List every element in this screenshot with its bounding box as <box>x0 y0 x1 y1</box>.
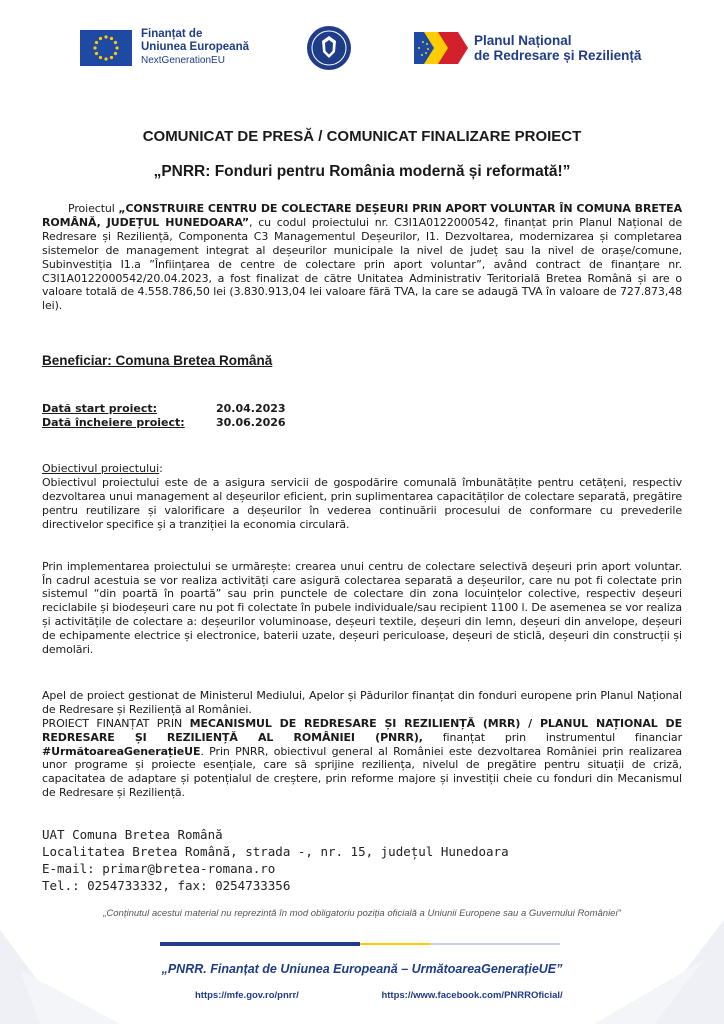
project-dates <box>42 402 682 430</box>
eu-logo-line1: Finanțat de <box>141 28 203 40</box>
contact-phone: Tel.: 0254733332, fax: 0254733356 <box>42 878 291 894</box>
footer-color-bar <box>160 940 560 947</box>
footer-disclaimer: „Conținutul acestui material nu reprezintă în mod obligatoriu poziția oficială a Uniunii Europene sau a Guvernului României” <box>103 908 621 919</box>
beneficiary-heading: Beneficiar: Comuna Bretea Română <box>42 353 273 369</box>
pnrr-logo-line1: Planul Național <box>474 33 572 48</box>
eu-flag-icon <box>80 30 132 66</box>
facebook-link[interactable]: https://www.facebook.com/PNRROficial/ <box>381 990 563 1001</box>
funding-prefix: PROIECT FINANȚAT PRIN <box>42 716 190 730</box>
end-date-label: Dată încheiere proiect: <box>42 416 185 430</box>
eu-logo-line3: NextGenerationEU <box>141 55 225 66</box>
call-paragraph: Apel de proiect gestionat de Ministerul Mediului, Apelor și Pădurilor finanțat din fonduri europene prin Planul Național de Redresare și Reziliență al României. <box>42 688 682 716</box>
project-name: „CONSTRUIRE CENTRU DE COLECTARE DEȘEURI PRIN APORT VOLUNTAR ÎN COMUNA BRETEA ROMÂNĂ, JUDEȚUL HUNEDOARA” <box>42 202 682 229</box>
objective-colon: : <box>159 462 163 476</box>
romanian-government-seal-icon <box>306 25 352 71</box>
funding-paragraph <box>42 717 682 800</box>
page-footer <box>0 900 724 1024</box>
intro-prefix: Proiectul <box>68 202 119 215</box>
objective-paragraph: Obiectivul proiectului este de a asigura servicii de gospodărire comunală îmbunătățite pentru cetățeni, respectiv dezvoltarea unui management al deșeurilor eficient, prin suplimentarea capacităților de colectare separată, pregătire pentru reutilizare și valorificare a deșeurilor în vederea continuării procesului de conformare cu prevederile directivelor specifice și a tranziției la economia circulară. <box>42 475 682 531</box>
contact-email[interactable]: E-mail: primar@bretea-romana.ro <box>42 861 276 877</box>
document-body <box>42 128 682 894</box>
pnrr-website-link[interactable]: https://mfe.gov.ro/pnrr/ <box>195 990 299 1001</box>
contact-address: Localitatea Bretea Română, strada -, nr. 15, județul Hunedoara <box>42 844 509 860</box>
pnrr-logo-line2: de Redresare și Reziliență <box>474 48 642 63</box>
funding-hashtag: #UrmătoareaGenerațieUE <box>42 744 201 758</box>
pnrr-flag-icon <box>414 32 470 64</box>
end-date-value: 30.06.2026 <box>216 416 286 430</box>
objective-title: Obiectivul proiectului <box>42 462 160 476</box>
eu-funding-logo <box>80 28 249 67</box>
contact-org: UAT Comuna Bretea Română <box>42 827 223 843</box>
intro-rest: , cu codul proiectului nr. C3I1A0122000542, finanțat prin Planul Național de Redresare și Reziliență, Componenta C3 Managementul Deșeurilor, I1. Dezvoltarea, modernizarea și completarea sistemelor de management integrat al deșeurilor municipale la nivel de județ sau la nivel de orașe/comune, Subinvestiția I1.a ”Înființarea de centre de colectare prin aport voluntar”, având contract de finanțare nr. C3I1A0122000542/20.04.2023, a fost finalizat de către Unitatea Administrativ Teritorială Bretea Română și are o valoare totală de 4.558.786,50 lei (3.830.913,04 lei valoare fără TVA, la care se adaugă TVA în valoare de 727.873,48 lei). <box>42 215 682 313</box>
page-header <box>0 22 724 82</box>
eu-logo-line2: Uniunea Europeană <box>141 41 249 53</box>
contact-block <box>42 826 682 894</box>
funding-mechanism: MECANISMUL DE REDRESARE ȘI REZILIENȚĂ (MRR) / PLANUL NAȚIONAL DE REDRESARE ȘI REZILIENȚĂ AL ROMÂNIEI (PNRR), <box>42 716 683 744</box>
pnrr-logo <box>414 32 641 64</box>
objective-heading <box>42 462 682 476</box>
funding-rest: . Prin PNRR, obiectivul general al României este dezvoltarea României prin realizarea unor programe și proiecte esențiale, care să sprijine reziliența, nivelul de pregătire pentru situații de criză, capacitatea de adaptare și potențialul de creștere, prin reforme majore și investiții cheie cu fonduri din Mecanismul de Redresare și Reziliență. <box>42 744 682 800</box>
footer-slogan: „PNRR. Finanțat de Uniunea Europeană – UrmătoareaGenerațieUE” <box>161 962 563 976</box>
footer-links <box>195 990 563 1001</box>
funding-middle: finanțat prin instrumentul financiar <box>422 730 682 744</box>
implementation-paragraph: Prin implementarea proiectului se urmărește: crearea unui centru de colectare selectivă deșeuri prin aport voluntar. În cadrul acestuia se vor realiza activități care asigură colectarea separată a deșeurilor, care nu pot fi colectate prin sistemul “din poartă în poartă” sau prin punctele de colectare din zona locuințelor colective, respectiv deșeuri reciclabile și biodeșeuri care nu pot fi colectate în pubele individuale/sau recipient 1100 l. De asemenea se vor realiza și activitățile de colectare a: deșeurilor voluminoase, deșeuri textile, deșeuri din lemn, deșeuri din anvelope, deșeuri de echipamente electrice și electronice, baterii uzate, deșeuri periculoase, deșeuri de sticlă, deșeuri din construcții și demolări. <box>42 559 682 657</box>
document-title: COMUNICAT DE PRESĂ / COMUNICAT FINALIZARE PROIECT <box>142 128 582 145</box>
start-date-label: Dată start proiect: <box>42 402 158 416</box>
start-date-value: 20.04.2023 <box>216 402 286 416</box>
document-subtitle: „PNRR: Fonduri pentru România modernă și reformată!” <box>153 163 571 180</box>
intro-paragraph <box>42 202 682 313</box>
